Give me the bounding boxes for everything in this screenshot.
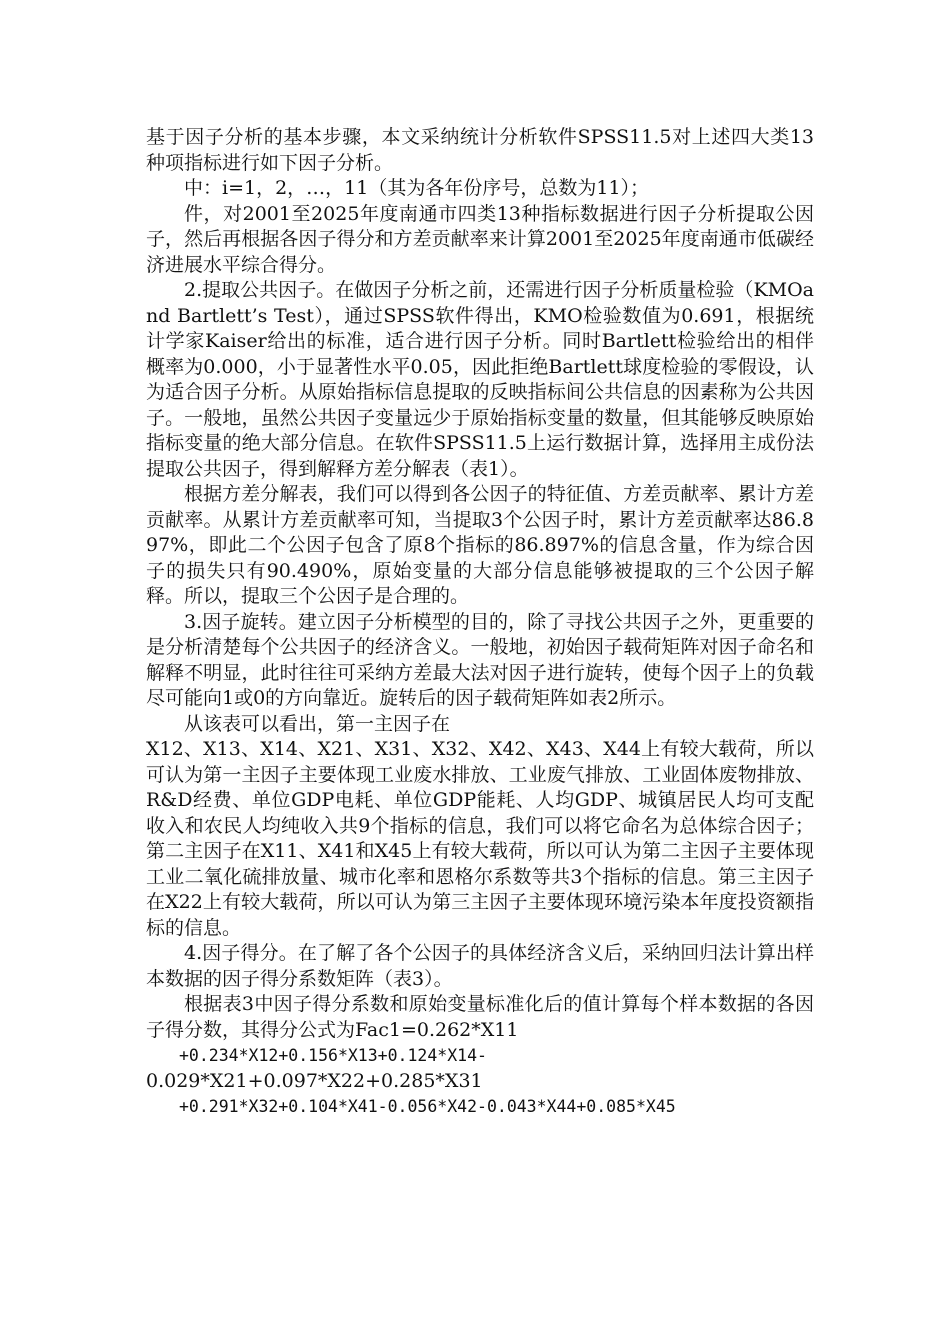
paragraph-score-formula: 根据表3中因子得分系数和原始变量标准化后的值计算每个样本数据的各因子得分数，其得分公式为Fac1=0.262*X11 — [146, 993, 814, 1041]
document-body — [146, 125, 814, 1120]
paragraph-variance: 根据方差分解表，我们可以得到各公因子的特征值、方差贡献率、累计方差贡献率。从累计方差贡献率可知，当提取3个公因子时，累计方差贡献率达86.897%，即此二个公因子包含了原8个指标的86.897%的信息含量，作为综合因子的损失只有90.490%，原始变量的大部分信息能够被提取的三个公因子解释。所以，提取三个公因子是合理的。 — [146, 483, 814, 607]
paragraph-method: 件，对2001至2025年度南通市四类13种指标数据进行因子分析提取公因子，然后再根据各因子得分和方差贡献率来计算2001至2025年度南通市低碳经济进展水平综合得分。 — [146, 202, 814, 276]
paragraph-table-observation: 从该表可以看出，第一主因子在 — [184, 712, 451, 735]
paragraph-extract-factors: 2.提取公共因子。在做因子分析之前，还需进行因子分析质量检验（KMOand Bartlett’s Test），通过SPSS软件得出，KMO检验数值为0.691，根据统计学家Kaiser给出的标准，适合进行因子分析。同时Bartlett检验给出的相伴概率为0.000，小于显著性水平0.05，因此拒绝Bartlett球度检验的零假设，认为适合因子分析。从原始指标信息提取的反映指标间公共信息的因素称为公共因子。一般地，虽然公共因子变量远少于原始指标变量的数量，但其能够反映原始指标变量的绝大部分信息。在软件SPSS11.5上运行数据计算，选择用主成份法提取公共因子，得到解释方差分解表（表1）。 — [146, 279, 814, 480]
paragraph-factor-loadings: X12、X13、X14、X21、X31、X32、X42、X43、X44上有较大载荷，所以可认为第一主因子主要体现工业废水排放、工业废气排放、工业固体废物排放、R&D经费、单位GDP电耗、单位GDP能耗、人均GDP、城镇居民人均可支配收入和农民人均纯收入共9个指标的信息，我们可以将它命名为总体综合因子；第二主因子在X11、X41和X45上有较大载荷，所以可认为第二主因子主要体现工业二氧化硫排放量、城市化率和恩格尔系数等共3个指标的信息。第三主因子在X22上有较大载荷，所以可认为第三主因子主要体现环境污染本年度投资额指标的信息。 — [146, 738, 814, 939]
formula-line-1: +0.234*X12+0.156*X13+0.124*X14- — [179, 1046, 487, 1065]
paragraph-rotation: 3.因子旋转。建立因子分析模型的目的，除了寻找公共因子之外，更重要的是分析清楚每个公共因子的经济含义。一般地，初始因子载荷矩阵对因子命名和解释不明显，此时往往可采纳方差最大法对因子进行旋转，使每个因子上的负载尽可能向1或0的方向靠近。旋转后的因子载荷矩阵如表2所示。 — [146, 610, 814, 709]
formula-line-2: 0.029*X21+0.097*X22+0.285*X31 — [146, 1069, 483, 1092]
paragraph-intro: 基于因子分析的基本步骤，本文采纳统计分析软件SPSS11.5对上述四大类13种项指标进行如下因子分析。 — [146, 126, 814, 174]
paragraph-factor-scores: 4.因子得分。在了解了各个公因子的具体经济含义后，采纳回归法计算出样本数据的因子得分系数矩阵（表3）。 — [146, 942, 814, 990]
paragraph-index-note: 中：i=1，2，…，11（其为各年份序号，总数为11）； — [184, 177, 650, 199]
formula-line-3: +0.291*X32+0.104*X41-0.056*X42-0.043*X44+0.085*X45 — [179, 1097, 676, 1116]
